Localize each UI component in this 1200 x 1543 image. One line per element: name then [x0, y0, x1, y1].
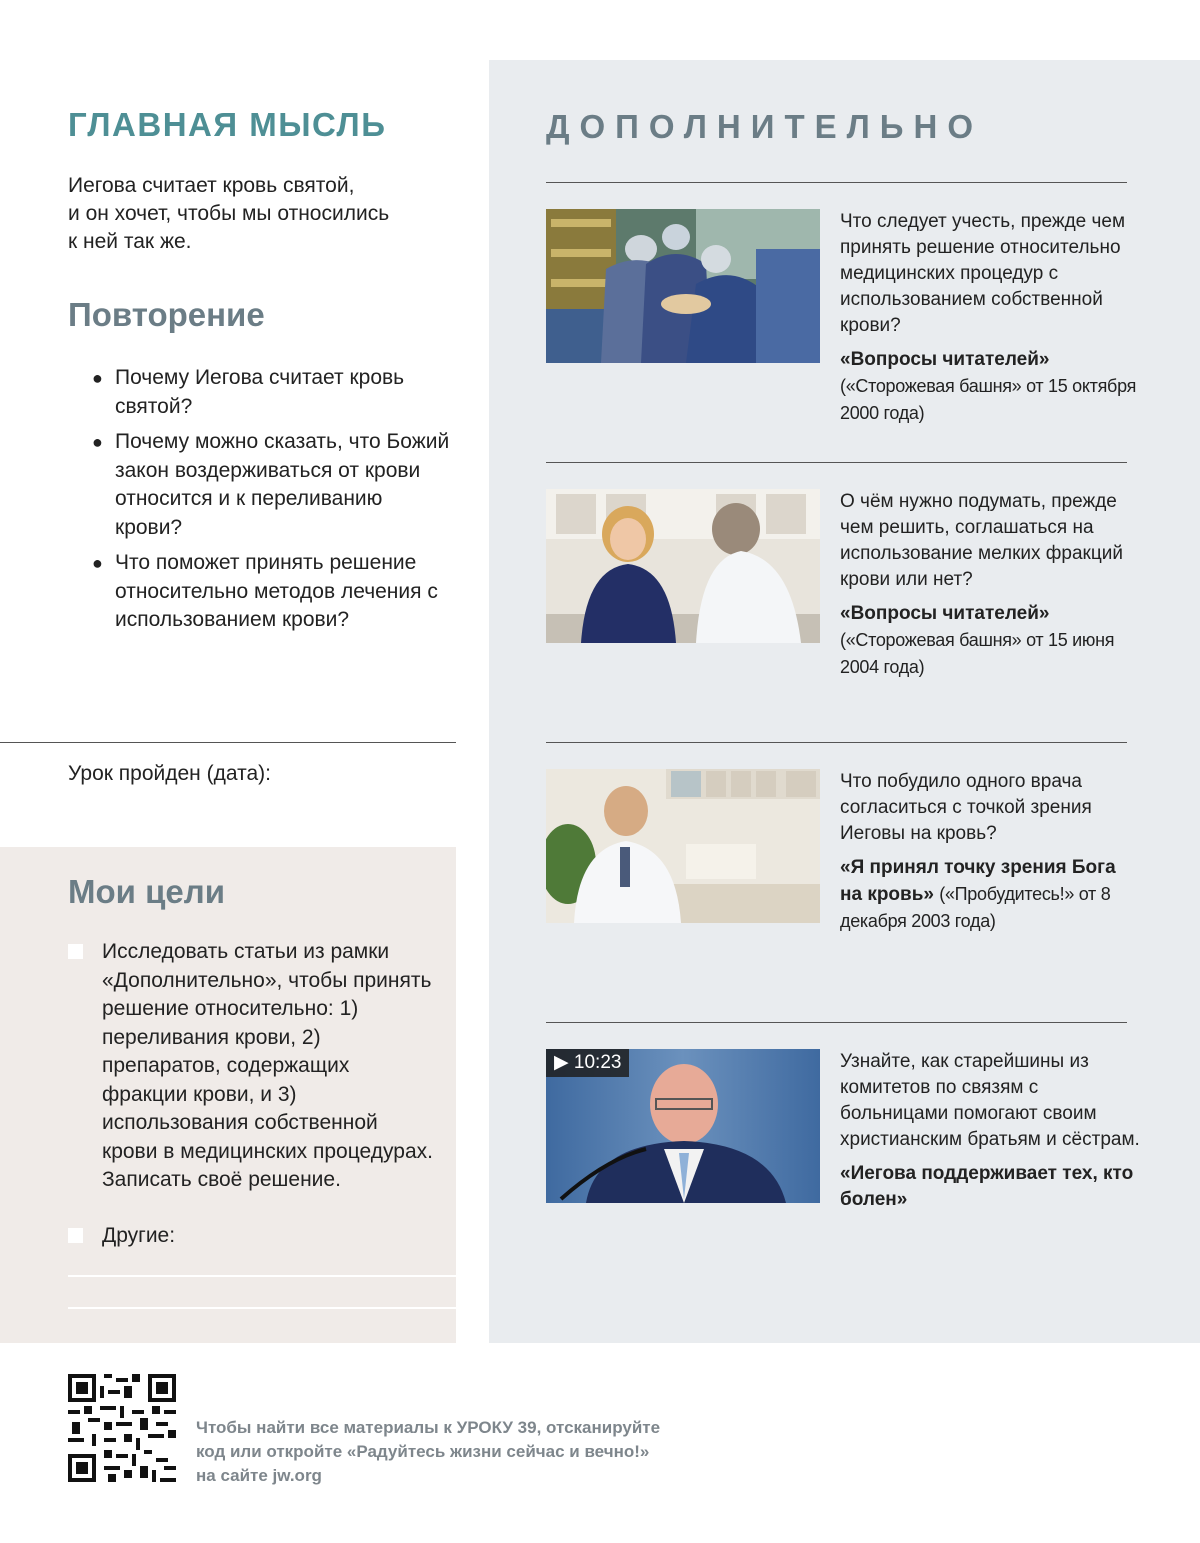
review-item-text: Почему Иегова считает кровь святой? [115, 366, 405, 418]
goal-item[interactable] [68, 938, 438, 1195]
item-text [840, 489, 1140, 681]
goals-title: Мои цели [68, 873, 225, 910]
review-title: Повторение [68, 296, 265, 333]
item-divider [546, 1022, 1127, 1023]
video-duration: 10:23 [573, 1052, 622, 1073]
review-list [92, 364, 452, 642]
additional-title: ДОПОЛНИТЕЛЬНО [546, 108, 983, 145]
item-source[interactable] [840, 1161, 1140, 1213]
writing-line[interactable] [68, 1275, 456, 1277]
footer-line: код или откройте «Радуйтесь жизни сейчас и вечно!» [196, 1442, 650, 1461]
bullet-icon: ● [92, 368, 103, 388]
goal-checkbox[interactable] [68, 944, 83, 959]
bullet-icon: ● [92, 553, 103, 573]
goal-checkbox[interactable] [68, 1228, 83, 1243]
video-duration-badge[interactable] [546, 1049, 629, 1077]
section-divider [0, 742, 456, 743]
item-text [840, 769, 1140, 935]
footer-line: Чтобы найти все материалы к УРОКУ 39, отсканируйте [196, 1418, 661, 1437]
surgery-photo[interactable] [546, 209, 820, 363]
goals-box [0, 847, 456, 1343]
footer-line: на сайте jw.org [196, 1466, 322, 1485]
item-divider [546, 462, 1127, 463]
item-divider [546, 742, 1127, 743]
review-item-text: Почему можно сказать, что Божий закон воздерживаться от крови относится и к переливанию крови? [115, 430, 450, 539]
review-item [92, 428, 452, 542]
item-text [840, 209, 1140, 427]
review-item [92, 549, 452, 635]
item-divider [546, 182, 1127, 183]
goal-text: Исследовать статьи из рамки «Дополнительно», чтобы принять решение относительно: 1) переливания крови, 2) препаратов, содержащих фракции крови, и 3) использования собственной крови в медицинских процедурах. Записать своё решение. [102, 940, 433, 1191]
item-source-title[interactable]: «Вопросы читателей» [840, 349, 1050, 370]
lesson-completed-date-label: Урок пройден (дата): [68, 762, 271, 785]
main-thought-line: Иегова считает кровь святой, [68, 174, 355, 197]
play-icon: ▶ [554, 1052, 569, 1073]
item-question: Узнайте, как старейшины из комитетов по связям с больницами помогают своим христианским братьям и сёстрам. [840, 1051, 1140, 1150]
goal-item-other[interactable] [68, 1222, 438, 1251]
review-item-text: Что поможет принять решение относительно методов лечения с использованием крови? [115, 551, 438, 631]
item-source-title[interactable]: «Вопросы читателей» [840, 603, 1050, 624]
review-item [92, 364, 452, 421]
item-source[interactable] [840, 601, 1140, 681]
item-source-citation: («Сторожевая башня» от 15 июня 2004 года) [840, 630, 1115, 677]
item-source[interactable] [840, 855, 1140, 935]
item-source-citation: («Пробудитесь!» от 8 декабря 2003 года) [840, 884, 1111, 931]
item-text [840, 1049, 1140, 1213]
writing-line[interactable] [68, 1307, 456, 1309]
video-thumbnail[interactable] [546, 1049, 820, 1203]
doctor-photo[interactable] [546, 769, 820, 923]
main-thought-title: ГЛАВНАЯ МЫСЛЬ [68, 106, 387, 143]
main-thought-text [68, 172, 438, 256]
goal-text: Другие: [102, 1224, 176, 1247]
bullet-icon: ● [92, 432, 103, 452]
main-thought-line: и он хочет, чтобы мы относились [68, 202, 390, 225]
item-question: Что следует учесть, прежде чем принять решение относительно медицинских процедур с использованием собственной крови? [840, 211, 1126, 336]
item-question: О чём нужно подумать, прежде чем решить, соглашаться на использование мелких фракций крови или нет? [840, 491, 1123, 590]
item-question: Что побудило одного врача согласиться с точкой зрения Иеговы на кровь? [840, 771, 1092, 844]
item-source-title[interactable]: «Я принял точку зрения Бога на кровь» [840, 857, 1116, 905]
doctor-consultation-photo[interactable] [546, 489, 820, 643]
item-source-title[interactable]: «Иегова поддерживает тех, кто болен» [840, 1163, 1134, 1210]
qr-code-icon[interactable] [68, 1374, 176, 1482]
footer-text [196, 1416, 696, 1488]
item-source[interactable] [840, 347, 1140, 427]
item-source-citation: («Сторожевая башня» от 15 октября 2000 года) [840, 376, 1137, 423]
main-thought-line: к ней так же. [68, 230, 192, 253]
additional-panel [489, 60, 1200, 1343]
